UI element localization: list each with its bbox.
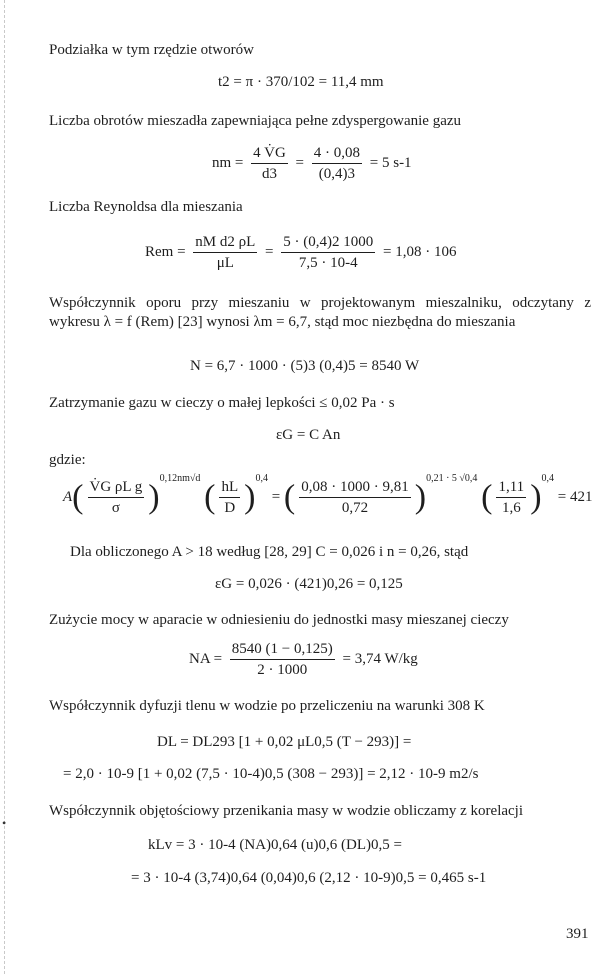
equation-na	[189, 640, 418, 679]
page-number: 391	[566, 926, 589, 942]
a-exp-4: 0,4	[541, 472, 555, 484]
equation-eg-def: εG = C An	[276, 427, 341, 443]
equation-reynolds: Rem = $\frac{\text{nM d2 ρL}}{\mu L}$ = $\frac{5 \cdot (0,4)2 1000}{7,5 \cdot 10-4}$ = 1,08 · 106	[145, 234, 457, 271]
equation-nm: nm = $\frac{4 V̇G}{d3}$ = $\frac{4 \cdot 0,08}{(0,4)3}$ = 5 s-1	[212, 145, 412, 182]
na-lhs: NA =	[189, 650, 223, 667]
paragraph-where: gdzie:	[49, 452, 86, 468]
a-exp-3: 0,21 · 5 √0,4	[426, 472, 478, 484]
re-frac-1: $\frac{\text{nM d2 ρL}}{\mu L}$	[195, 234, 256, 271]
re-lhs: Rem =	[145, 243, 186, 260]
equation-power: N = 6,7 · 1000 · (5)3 (0,4)5 = 8540 W	[190, 358, 420, 374]
margin-mark: •	[2, 816, 7, 830]
a-exp-2: 0,4	[255, 472, 268, 484]
paragraph-hole-pitch: Podziałka w tym rzędzie otworów	[49, 42, 254, 58]
nm-frac-2: $\frac{4 \cdot 0,08}{(0,4)3}$	[313, 145, 361, 182]
equation-dl-line1: DL = DL293 [1 + 0,02 μL0,5 (T − 293)] =	[157, 734, 412, 750]
paragraph-constants: Dla obliczonego A > 18 według [28, 29] C = 0,026 i n = 0,26, stąd	[70, 544, 469, 560]
a-frac-2: $\frac{hL}{D}$	[221, 479, 239, 516]
paragraph-stirrer-speed: Liczba obrotów mieszadła zapewniająca pełne zdyspergowanie gazu	[49, 113, 462, 129]
a-result: = 421	[557, 488, 593, 505]
paragraph-gas-holdup: Zatrzymanie gazu w cieczy o małej lepkości ≤ 0,02 Pa · s	[49, 395, 395, 411]
nm-frac-1: $\frac{4 V̇G}{d3}$	[253, 145, 286, 182]
re-result: = 1,08 · 106	[383, 243, 457, 260]
paragraph-mass-transfer: Współczynnik objętościowy przenikania masy w wodzie obliczamy z korelacji	[49, 803, 524, 819]
paragraph-diffusion: Współczynnik dyfuzji tlenu w wodzie po przeliczeniu na warunki 308 K	[49, 698, 485, 714]
a-exp-1: 0,12nm√d	[159, 472, 201, 484]
equation-kl-line2: = 3 · 10-4 (3,74)0,64 (0,04)0,6 (2,12 · 10-9)0,5 = 0,465 s-1	[131, 870, 487, 886]
re-frac-2: $\frac{5 \cdot (0,4)2 1000}{7,5 \cdot 10-4}$	[283, 234, 374, 271]
nm-lhs: nm =	[212, 154, 244, 171]
a-frac-4: $\frac{1,11}{1,6}$	[498, 479, 525, 516]
a-lhs: A	[63, 488, 73, 505]
na-frac: $\frac{8540 (1 - 0,125)}{2 \cdot 1000}$	[231, 641, 333, 678]
a-frac-1: $\frac{\text{V̇G ρL g}}{\sigma}$	[89, 479, 143, 516]
na-result: = 3,74 W/kg	[342, 650, 418, 667]
paragraph-drag-coefficient: Współczynnik oporu przy mieszaniu w projektowanym mieszalniku, odczytany z wykresu λ = f (Rem) [23] wynosi λm = 6,7, stąd moc niezbędna do mieszania	[49, 295, 591, 330]
equation-kl-line1: kLv = 3 · 10-4 (NA)0,64 (u)0,6 (DL)0,5 =	[148, 837, 402, 853]
paragraph-power-consumption: Zużycie mocy w aparacie w odniesieniu do jednostki masy mieszanej cieczy	[49, 612, 509, 628]
equation-t2: t2 = π · 370/102 = 11,4 mm	[218, 74, 384, 90]
paragraph-reynolds: Liczba Reynoldsa dla mieszania	[49, 199, 243, 215]
a-frac-3: $\frac{0,08 \cdot 1000 \cdot 9,81}{0,72}$	[301, 479, 409, 516]
equation-dl-line2: = 2,0 · 10-9 [1 + 0,02 (7,5 · 10-4)0,5 (308 − 293)] = 2,12 · 10-9 m2/s	[63, 766, 479, 782]
equation-eg-value: εG = 0,026 · (421)0,26 = 0,125	[215, 576, 403, 592]
nm-result: = 5 s-1	[369, 154, 412, 171]
equation-a: A( $\frac{\text{V̇G ρL g}}{\sigma}$ )$^{0,12nm√d}$ ( $\frac{hL}{D}$ )$^{0,4}$ = ( $\frac{0,08 \cdot 1000 \cdot 9,81}{0,72}$ )$^{0,21 \cdot 5 √0,4}$ ( $\frac{1,11}{1,6}$ )$^{0,4}$ = 421	[63, 472, 593, 516]
